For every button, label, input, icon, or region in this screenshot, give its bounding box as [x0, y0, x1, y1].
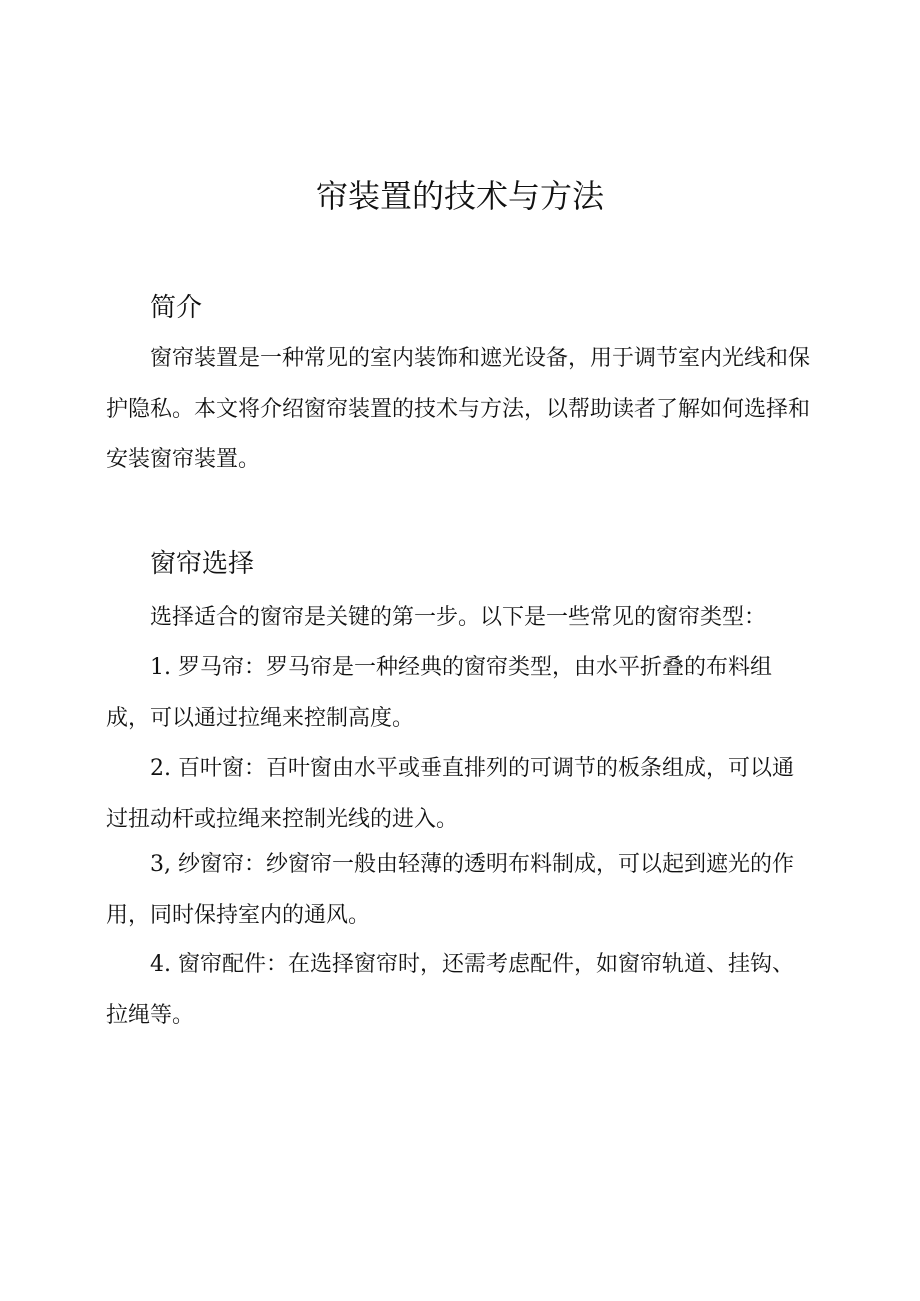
section-heading-selection: 窗帘选择: [150, 549, 255, 579]
document-title: 帘装置的技术与方法: [315, 177, 604, 215]
intro-paragraph: 窗帘装置是一种常见的室内装饰和遮光设备，用于调节室内光线和保护隐私。本文将介绍窗帘装置的技术与方法，以帮助读者了解如何选择和安装窗帘装置。: [106, 346, 811, 472]
list-item-sheer-curtain: 3, 纱窗帘：纱窗帘一般由轻薄的透明布料制成，可以起到遮光的作用，同时保持室内的通风。: [106, 852, 794, 928]
list-item-accessories: 4. 窗帘配件：在选择窗帘时，还需考虑配件，如窗帘轨道、挂钩、拉绳等。: [106, 952, 794, 1028]
list-item-roman-shade: 1. 罗马帘：罗马帘是一种经典的窗帘类型，由水平折叠的布料组成，可以通过拉绳来控制高度。: [106, 655, 772, 731]
selection-intro-paragraph: 选择适合的窗帘是关键的第一步。以下是一些常见的窗帘类型：: [150, 605, 767, 630]
list-item-blinds: 2. 百叶窗：百叶窗由水平或垂直排列的可调节的板条组成，可以通过扭动杆或拉绳来控制光线的进入。: [106, 756, 794, 832]
section-heading-intro: 简介: [150, 293, 203, 323]
